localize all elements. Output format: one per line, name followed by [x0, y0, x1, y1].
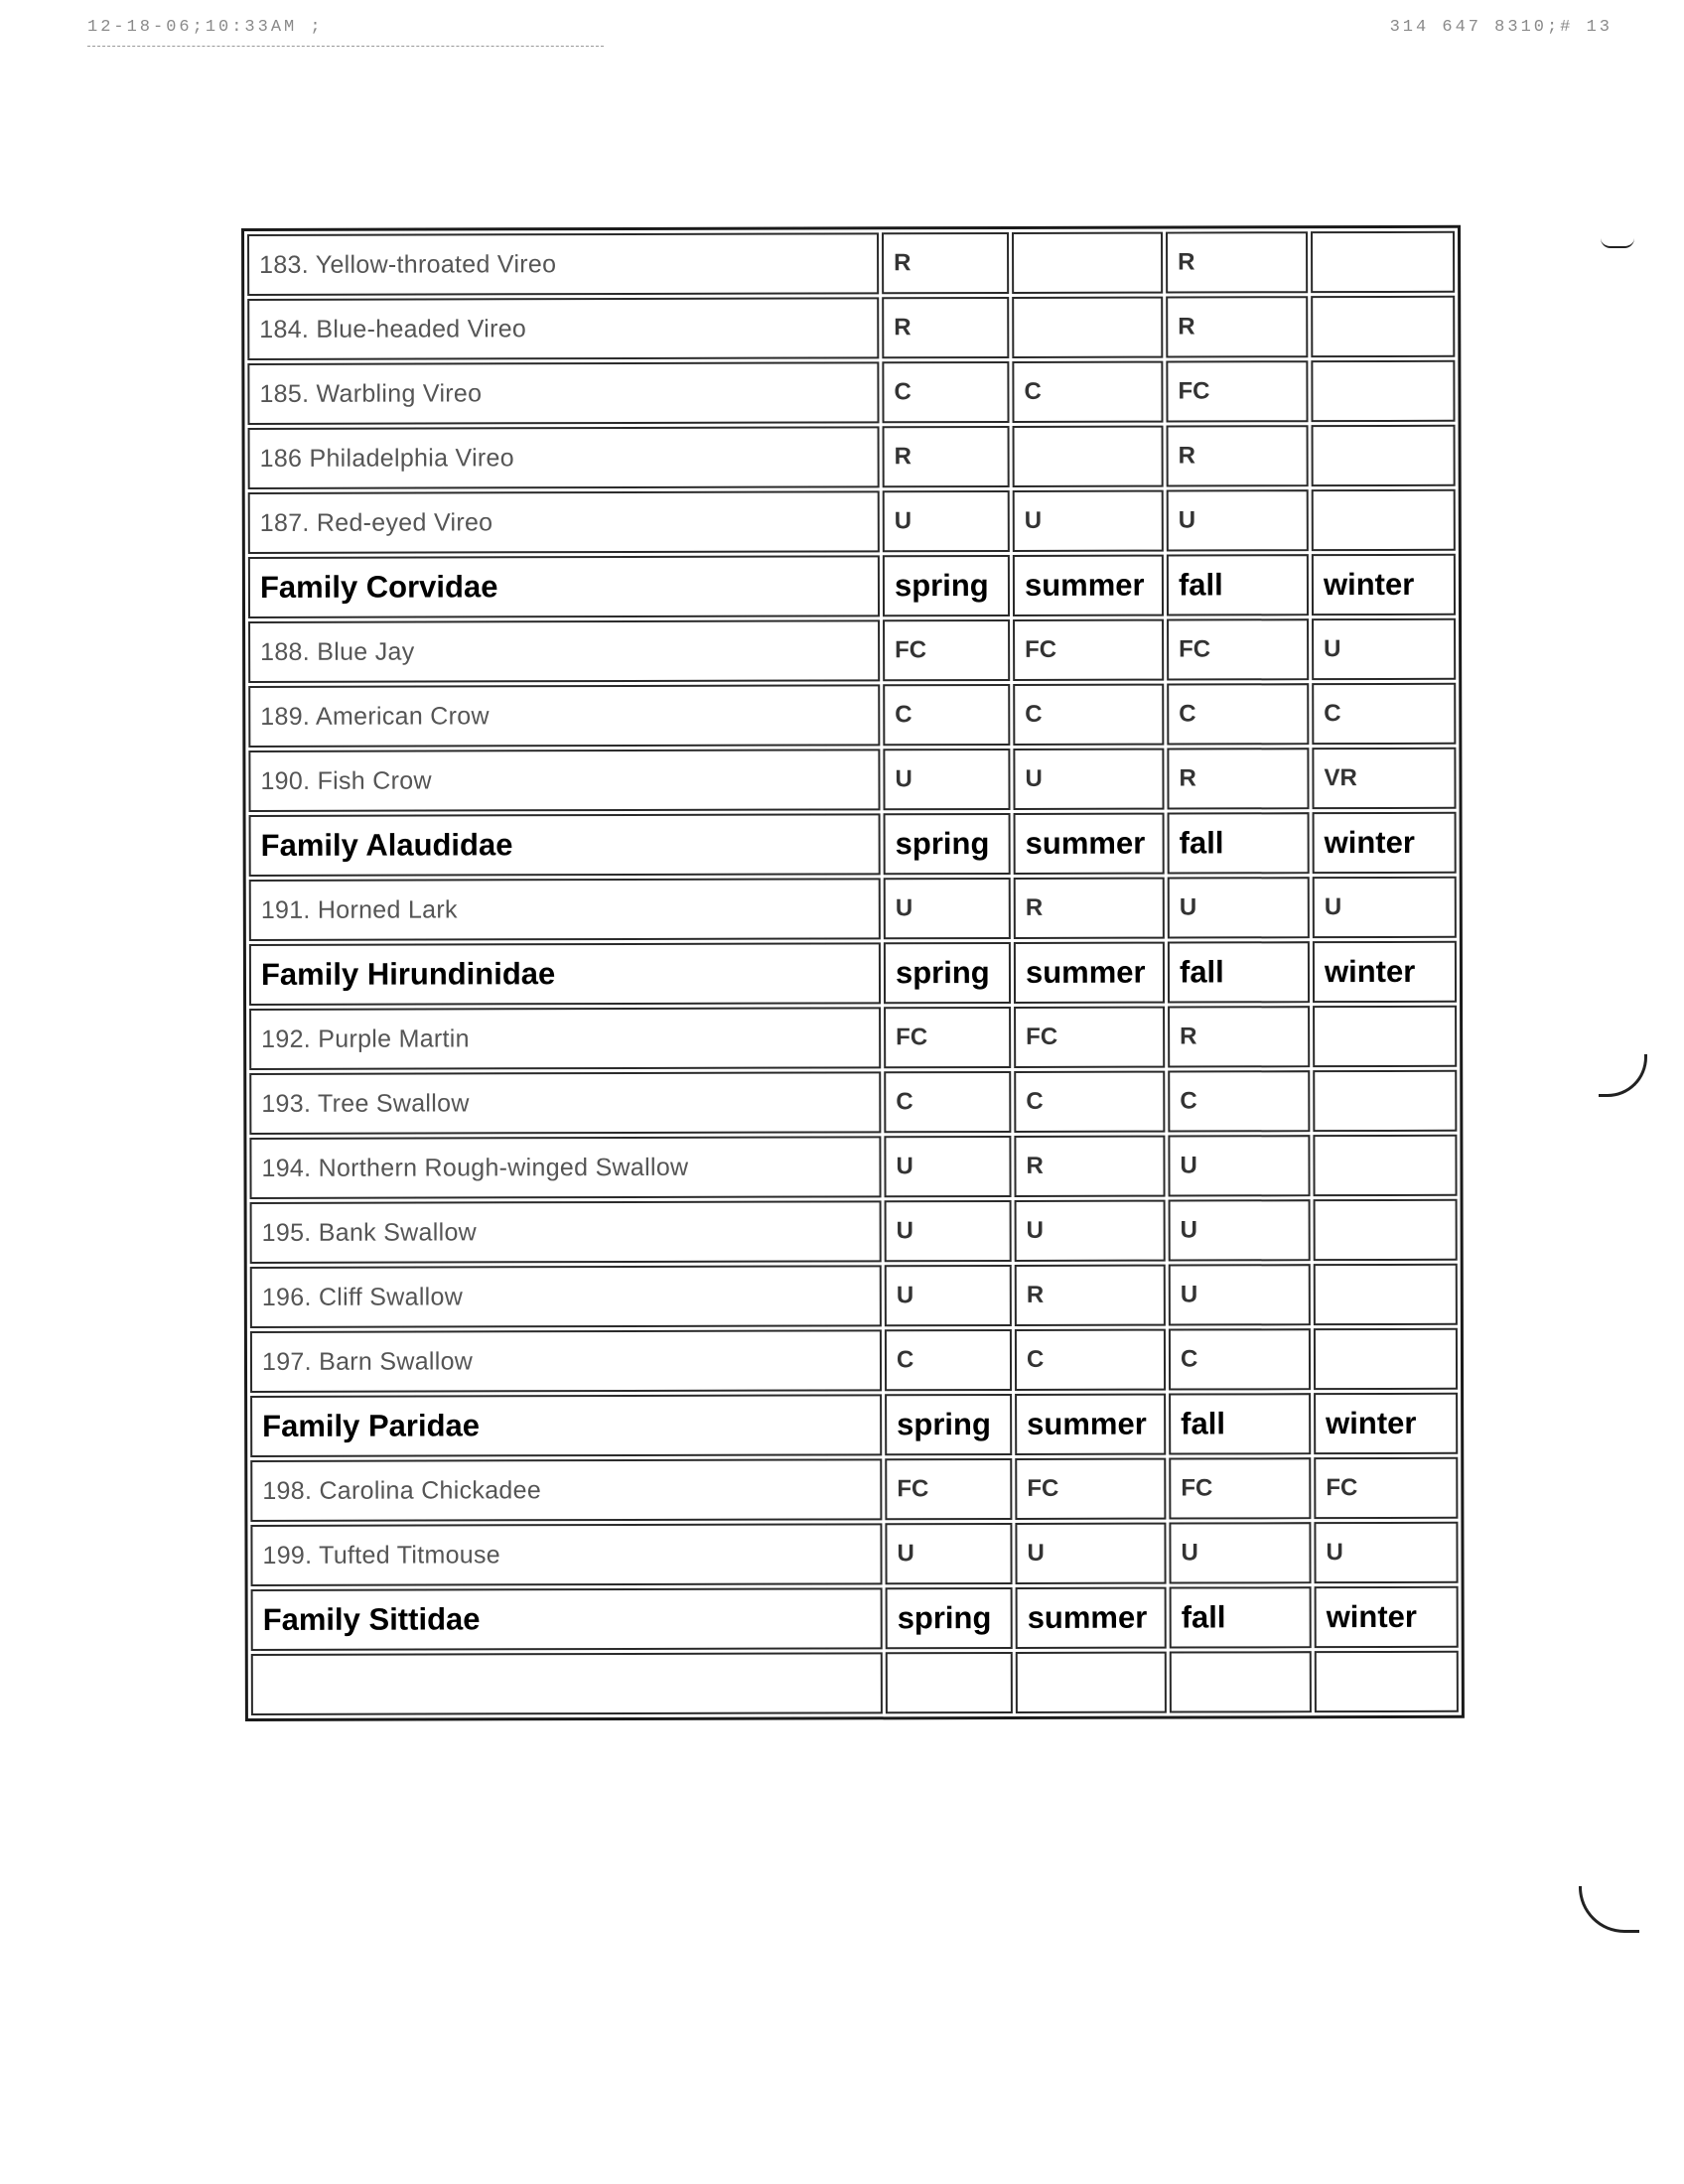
season-header-summer: summer — [1014, 942, 1165, 1004]
species-row — [250, 1199, 1458, 1264]
abundance-fall: U — [1169, 1264, 1311, 1325]
season-header-summer: summer — [1015, 1394, 1166, 1455]
species-name: 198. Carolina Chickadee — [250, 1458, 882, 1522]
species-row — [248, 425, 1456, 489]
season-header-summer: summer — [1016, 1587, 1167, 1649]
species-row — [247, 296, 1455, 360]
abundance-summer: FC — [1015, 1458, 1166, 1520]
abundance-summer: U — [1015, 1200, 1166, 1262]
abundance-spring: U — [885, 1523, 1012, 1584]
season-header-spring: spring — [886, 1587, 1013, 1649]
abundance-spring: FC — [884, 1007, 1011, 1068]
season-header-spring: spring — [883, 555, 1010, 616]
fax-header-timestamp: 12-18-06;10:33AM ; — [87, 18, 324, 37]
family-name: Family Paridae — [250, 1394, 882, 1457]
abundance-spring: C — [884, 1071, 1011, 1133]
species-name: 195. Bank Swallow — [250, 1200, 882, 1264]
species-row — [250, 1522, 1458, 1586]
abundance-summer: U — [1015, 1523, 1166, 1584]
abundance-summer — [1016, 1652, 1167, 1713]
abundance-summer: FC — [1014, 1007, 1165, 1068]
abundance-fall: U — [1169, 1199, 1311, 1261]
abundance-fall: U — [1168, 1135, 1310, 1196]
abundance-fall: U — [1167, 489, 1309, 551]
abundance-summer — [1013, 426, 1164, 487]
species-name: 199. Tufted Titmouse — [250, 1523, 882, 1586]
species-row — [249, 1135, 1457, 1199]
season-header-fall: fall — [1167, 554, 1309, 615]
species-name: 189. American Crow — [248, 684, 880, 748]
abundance-spring: FC — [883, 619, 1010, 681]
season-header-winter: winter — [1314, 1393, 1458, 1454]
abundance-winter — [1312, 425, 1456, 486]
species-name: 184. Blue-headed Vireo — [247, 297, 879, 360]
abundance-spring: U — [883, 490, 1010, 552]
abundance-summer: C — [1015, 1329, 1166, 1391]
abundance-fall: C — [1167, 683, 1309, 745]
species-name: 190. Fish Crow — [248, 749, 880, 812]
abundance-fall: C — [1169, 1328, 1311, 1390]
fax-header-page-info: 314 647 8310;# 13 — [1389, 18, 1613, 37]
family-header-row — [249, 812, 1457, 877]
species-row — [249, 1070, 1457, 1135]
abundance-winter — [1314, 1199, 1458, 1261]
abundance-fall — [1170, 1651, 1312, 1712]
abundance-winter — [1312, 489, 1456, 551]
species-row — [250, 1264, 1458, 1328]
abundance-spring: R — [882, 297, 1009, 358]
season-header-summer: summer — [1013, 555, 1164, 616]
family-header-row — [248, 554, 1456, 618]
abundance-spring: FC — [885, 1458, 1012, 1520]
species-row — [248, 748, 1456, 812]
species-name: 183. Yellow-throated Vireo — [247, 232, 879, 296]
season-header-spring: spring — [884, 813, 1011, 875]
abundance-spring: R — [882, 232, 1009, 294]
abundance-winter — [1313, 1006, 1457, 1067]
abundance-fall: R — [1168, 1006, 1310, 1067]
abundance-winter: FC — [1314, 1457, 1458, 1519]
species-row — [247, 231, 1455, 296]
species-row — [248, 683, 1456, 748]
abundance-spring: C — [885, 1329, 1012, 1391]
abundance-winter: U — [1313, 877, 1457, 938]
season-header-winter: winter — [1312, 554, 1456, 615]
abundance-fall: FC — [1167, 618, 1309, 680]
abundance-fall: U — [1169, 1522, 1311, 1583]
abundance-spring: C — [883, 684, 1010, 746]
abundance-fall: R — [1167, 425, 1309, 486]
species-name: 194. Northern Rough-winged Swallow — [249, 1136, 881, 1199]
abundance-summer: C — [1012, 361, 1163, 423]
abundance-spring: U — [885, 1200, 1012, 1262]
abundance-summer: R — [1014, 1136, 1165, 1197]
abundance-winter — [1311, 296, 1455, 357]
abundance-winter — [1313, 1135, 1457, 1196]
bird-checklist-table — [241, 225, 1465, 1721]
season-header-summer: summer — [1014, 813, 1165, 875]
species-name: 191. Horned Lark — [249, 878, 881, 941]
species-row — [248, 489, 1456, 554]
family-header-row — [250, 1393, 1458, 1457]
season-header-winter: winter — [1315, 1586, 1459, 1648]
season-header-fall: fall — [1168, 941, 1310, 1003]
abundance-winter — [1313, 1070, 1457, 1132]
season-header-spring: spring — [885, 1394, 1012, 1455]
species-row — [250, 1328, 1458, 1393]
family-name: Family Sittidae — [251, 1587, 883, 1651]
checklist-body — [247, 231, 1459, 1715]
abundance-summer: FC — [1013, 619, 1164, 681]
abundance-summer: U — [1013, 749, 1164, 810]
family-header-row — [249, 941, 1457, 1006]
abundance-winter: VR — [1312, 748, 1456, 809]
abundance-spring: U — [884, 878, 1011, 939]
abundance-summer: R — [1014, 878, 1165, 939]
species-name: 196. Cliff Swallow — [250, 1265, 882, 1328]
abundance-summer: C — [1014, 1071, 1165, 1133]
abundance-spring: U — [884, 1136, 1011, 1197]
abundance-spring — [886, 1652, 1013, 1713]
abundance-winter — [1311, 360, 1455, 422]
species-name: 187. Red-eyed Vireo — [248, 490, 880, 554]
season-header-spring: spring — [884, 942, 1011, 1004]
abundance-fall: U — [1168, 877, 1310, 938]
abundance-summer — [1012, 297, 1163, 358]
abundance-fall: R — [1166, 296, 1308, 357]
species-row — [249, 1006, 1457, 1070]
abundance-fall: FC — [1166, 360, 1308, 422]
species-row — [250, 1457, 1458, 1522]
abundance-spring: U — [885, 1265, 1012, 1326]
species-name: 185. Warbling Vireo — [247, 361, 879, 425]
species-name: 192. Purple Martin — [249, 1007, 881, 1070]
species-name — [251, 1652, 883, 1715]
abundance-spring: U — [883, 749, 1010, 810]
abundance-summer: R — [1015, 1265, 1166, 1326]
abundance-fall: FC — [1169, 1457, 1311, 1519]
abundance-winter: C — [1312, 683, 1456, 745]
season-header-fall: fall — [1168, 812, 1310, 874]
season-header-fall: fall — [1169, 1393, 1311, 1454]
abundance-summer — [1012, 232, 1163, 294]
family-name: Family Corvidae — [248, 555, 880, 618]
abundance-fall: R — [1167, 748, 1309, 809]
abundance-winter: U — [1314, 1522, 1458, 1583]
season-header-winter: winter — [1313, 941, 1457, 1003]
margin-scan-mark — [1601, 238, 1634, 248]
margin-scan-mark — [1579, 1886, 1639, 1933]
family-name: Family Alaudidae — [249, 813, 881, 877]
family-header-row — [251, 1586, 1459, 1651]
abundance-spring: R — [883, 426, 1010, 487]
abundance-winter — [1315, 1651, 1459, 1712]
species-row — [249, 877, 1457, 941]
abundance-winter — [1314, 1264, 1458, 1325]
abundance-winter — [1311, 231, 1455, 293]
species-row — [247, 360, 1455, 425]
species-name: 188. Blue Jay — [248, 619, 880, 683]
family-name: Family Hirundinidae — [249, 942, 881, 1006]
abundance-fall: C — [1168, 1070, 1310, 1132]
abundance-summer: U — [1013, 490, 1164, 552]
species-name: 193. Tree Swallow — [249, 1071, 881, 1135]
margin-scan-mark — [1599, 1054, 1647, 1097]
season-header-winter: winter — [1313, 812, 1457, 874]
abundance-summer: C — [1013, 684, 1164, 746]
abundance-fall: R — [1166, 231, 1308, 293]
species-name: 197. Barn Swallow — [250, 1329, 882, 1393]
checklist-table-container — [241, 225, 1453, 1721]
abundance-winter: U — [1312, 618, 1456, 680]
abundance-spring: C — [882, 361, 1009, 423]
abundance-winter — [1314, 1328, 1458, 1390]
season-header-fall: fall — [1170, 1586, 1312, 1648]
species-row — [251, 1651, 1459, 1715]
species-name: 186 Philadelphia Vireo — [248, 426, 880, 489]
fax-header-rule — [87, 46, 604, 47]
species-row — [248, 618, 1456, 683]
